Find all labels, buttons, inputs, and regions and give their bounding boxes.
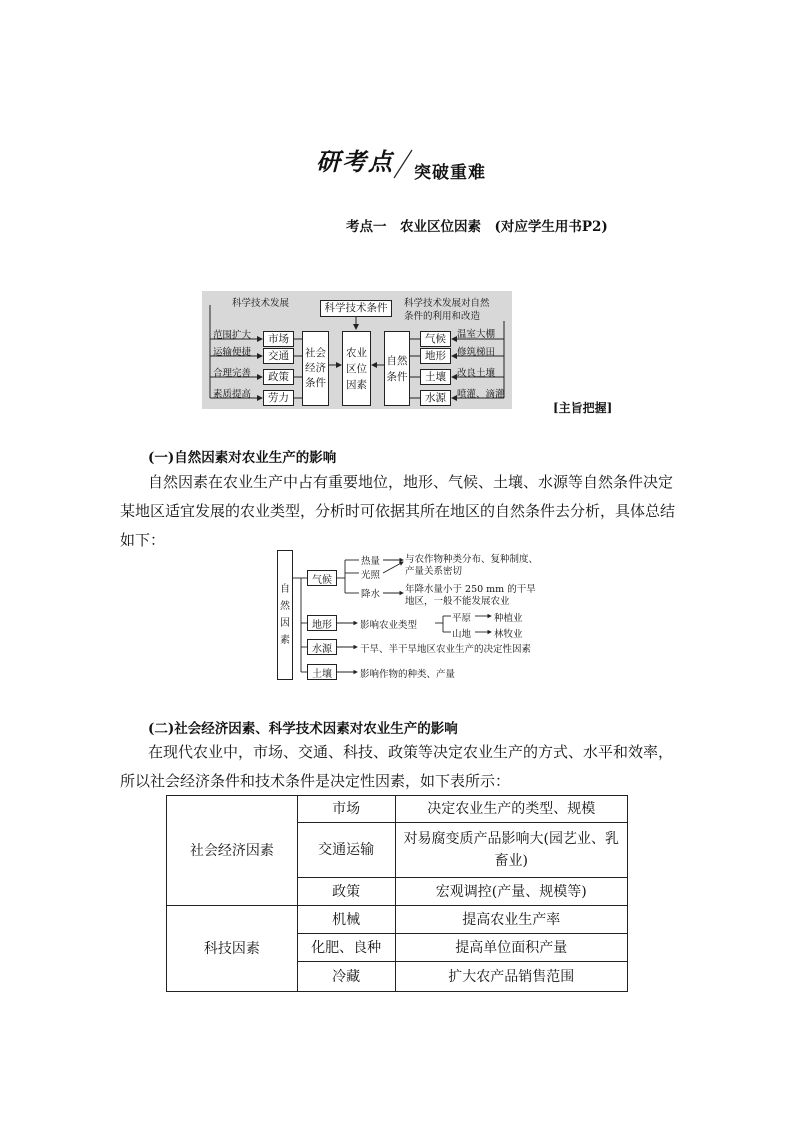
- label-hill: 山地: [452, 629, 472, 640]
- natural-factors-diagram: [275, 548, 565, 682]
- box-tech-conditions: 科学技术条件: [320, 300, 392, 317]
- box-water-2: 水源: [307, 639, 337, 655]
- label-policy-perfect: 合理完善: [213, 368, 252, 379]
- agri-location-diagram: [202, 291, 512, 409]
- label-improve-soil: 改良土壤: [457, 368, 496, 379]
- group-social-economic: 社会经济因素: [167, 796, 298, 906]
- header-slash-divider: [392, 148, 414, 180]
- label-range-expand: 范围扩大: [213, 330, 252, 341]
- factor-cell: 政策: [297, 878, 395, 906]
- part2-text: 在现代农业中，市场、交通、科技、政策等决定农业生产的方式、水平和效率，所以社会经济条件和技术条件是决定性因素，如下表所示：: [120, 743, 674, 790]
- climate-note-line1: 与农作物种类分布、复种制度、: [405, 554, 539, 565]
- social-economic-text: 社会经济条件: [305, 347, 326, 389]
- group-tech: 科技因素: [167, 906, 298, 992]
- label-transport-easy: 运输便捷: [213, 347, 252, 358]
- box-water: 水源: [420, 390, 451, 406]
- label-tech-development: 科学技术发展: [232, 298, 290, 309]
- label-greenhouse: 温室大棚: [457, 329, 496, 340]
- natural-root-text: 自然因素: [280, 584, 290, 646]
- box-labor: 劳力: [263, 390, 294, 406]
- box-terrain-2: 地形: [307, 615, 337, 631]
- label-tech-natural-1: 科学技术发展对自然: [404, 298, 490, 309]
- effect-cell: 提高单位面积产量: [395, 934, 627, 962]
- box-social-economic: [302, 331, 329, 406]
- effect-cell: 扩大农产品销售范围: [395, 962, 627, 992]
- box-market: 市场: [263, 331, 294, 347]
- effect-cell: 决定农业生产的类型、规模: [395, 796, 627, 823]
- label-tech-natural-2: 条件的利用和改造: [404, 311, 481, 322]
- agri-location-text: 农业区位因素: [346, 346, 367, 391]
- box-soil: 土壤: [420, 369, 451, 385]
- box-policy: 政策: [263, 369, 294, 385]
- natural-conditions-text: 自然条件: [386, 354, 408, 383]
- box-agri-location: [342, 331, 371, 406]
- header-title: 研考点: [316, 147, 394, 176]
- part1-text: 自然因素在农业生产中占有重要地位，地形、气候、土壤、水源等自然条件决定某地区适宜发展的农业类型，分析时可依据其所在地区的自然条件去分析，具体总结如下：: [120, 473, 676, 549]
- effect-cell: 宏观调控(产量、规模等): [395, 878, 627, 906]
- box-climate: 气候: [420, 331, 451, 347]
- box-terrain: 地形: [420, 348, 451, 364]
- rain-note-line1: 年降水量小于 250 mm 的干旱: [405, 584, 536, 595]
- label-plain: 平原: [452, 613, 472, 624]
- climate-note-line2: 产量关系密切: [405, 566, 463, 577]
- part2-heading: (二)社会经济因素、科学技术因素对农业生产的影响: [148, 721, 458, 737]
- box-soil-2: 土壤: [307, 664, 337, 680]
- label-terrain-note: 影响农业类型: [360, 620, 418, 631]
- label-quality-improve: 素质提高: [213, 389, 252, 400]
- label-heat: 热量: [361, 556, 381, 567]
- factor-cell: 机械: [297, 906, 395, 934]
- table-row: [167, 906, 628, 934]
- effect-cell: [395, 823, 627, 878]
- factor-cell: 化肥、良种: [297, 934, 395, 962]
- factors-table: [166, 795, 628, 992]
- label-rain: 降水: [361, 589, 381, 600]
- section-title: 考点一 农业区位因素 (对应学生用书P2): [346, 219, 608, 235]
- box-natural-root: [277, 550, 293, 680]
- label-plain-use: 种植业: [494, 613, 523, 624]
- part1-heading: (一)自然因素对农业生产的影响: [148, 450, 337, 466]
- label-hill-use: 林牧业: [494, 629, 523, 640]
- effect-line1: 对易腐变质产品影响大(园艺业、乳: [403, 831, 619, 847]
- factor-cell: 冷藏: [297, 962, 395, 992]
- label-soil-note: 影响作物的种类、产量: [360, 669, 456, 680]
- factor-cell: 市场: [297, 796, 395, 823]
- label-water-note: 干旱、半干旱地区农业生产的决定性因素: [360, 644, 532, 655]
- effect-line2: 畜业): [494, 853, 528, 869]
- mastery-tag: [主旨把握]: [553, 401, 613, 415]
- box-transport: 交通: [263, 348, 294, 364]
- box-climate-2: 气候: [307, 570, 337, 586]
- label-terraces: 修筑梯田: [457, 347, 496, 358]
- factor-cell: 交通运输: [297, 823, 395, 878]
- table-row: [167, 796, 628, 823]
- header-subtitle: 突破重难: [414, 163, 486, 183]
- box-natural-conditions: [384, 331, 410, 406]
- label-irrigation: 喷灌、滴灌: [457, 389, 505, 400]
- effect-cell: 提高农业生产率: [395, 906, 627, 934]
- rain-note-line2: 地区，一般不能发展农业: [405, 596, 510, 607]
- label-light: 光照: [361, 570, 381, 581]
